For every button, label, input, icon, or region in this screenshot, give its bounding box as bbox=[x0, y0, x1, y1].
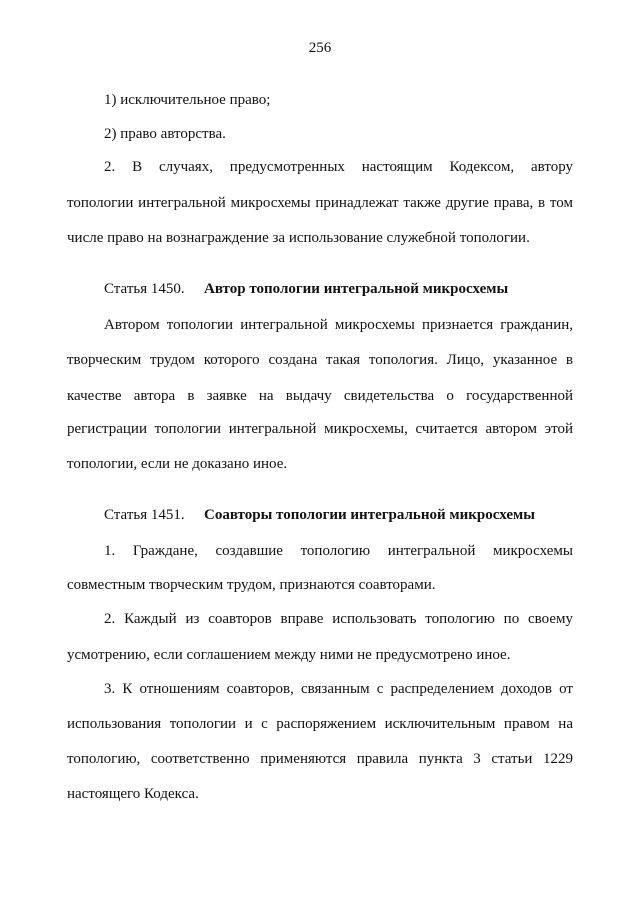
article-1451-title: Соавторы топологии интегральной микросхемы bbox=[204, 507, 535, 523]
article-1450-label: Статья 1450. bbox=[104, 281, 185, 297]
paragraph-line: использования топологии и с распоряжением исключительным правом на bbox=[67, 716, 573, 732]
paragraph-line: 1. Граждане, создавшие топологию интегральной микросхемы bbox=[104, 543, 573, 559]
paragraph-line: совместным творческим трудом, признаются соавторами. bbox=[67, 577, 436, 593]
paragraph-line: числе право на вознаграждение за использование служебной топологии. bbox=[67, 230, 530, 246]
list-item-authorship-right: 2) право авторства. bbox=[104, 126, 226, 142]
paragraph-line: настоящего Кодекса. bbox=[67, 786, 199, 802]
list-item-exclusive-right: 1) исключительное право; bbox=[104, 92, 271, 108]
paragraph-line: топологию, соответственно применяются правила пункта 3 статьи 1229 bbox=[67, 751, 573, 767]
paragraph-line: регистрации топологии интегральной микросхемы, считается автором этой bbox=[67, 421, 573, 437]
page-number: 256 bbox=[308, 40, 332, 56]
paragraph-line: качестве автора в заявке на выдачу свидетельства о государственной bbox=[67, 388, 573, 404]
paragraph-line: усмотрению, если соглашением между ними не предусмотрено иное. bbox=[67, 647, 511, 663]
paragraph-line: творческим трудом которого создана такая топология. Лицо, указанное в bbox=[67, 352, 573, 368]
paragraph-line: 2. Каждый из соавторов вправе использовать топологию по своему bbox=[104, 611, 573, 627]
article-1451-label: Статья 1451. bbox=[104, 507, 185, 523]
paragraph-line: топологии интегральной микросхемы принадлежат также другие права, в том bbox=[67, 195, 573, 211]
paragraph-line: Автором топологии интегральной микросхемы признается гражданин, bbox=[104, 317, 573, 333]
paragraph-line: 2. В случаях, предусмотренных настоящим Кодексом, автору bbox=[104, 159, 573, 175]
paragraph-line: 3. К отношениям соавторов, связанным с распределением доходов от bbox=[104, 681, 573, 697]
article-1450-title: Автор топологии интегральной микросхемы bbox=[204, 281, 509, 297]
paragraph-line: топологии, если не доказано иное. bbox=[67, 456, 288, 472]
